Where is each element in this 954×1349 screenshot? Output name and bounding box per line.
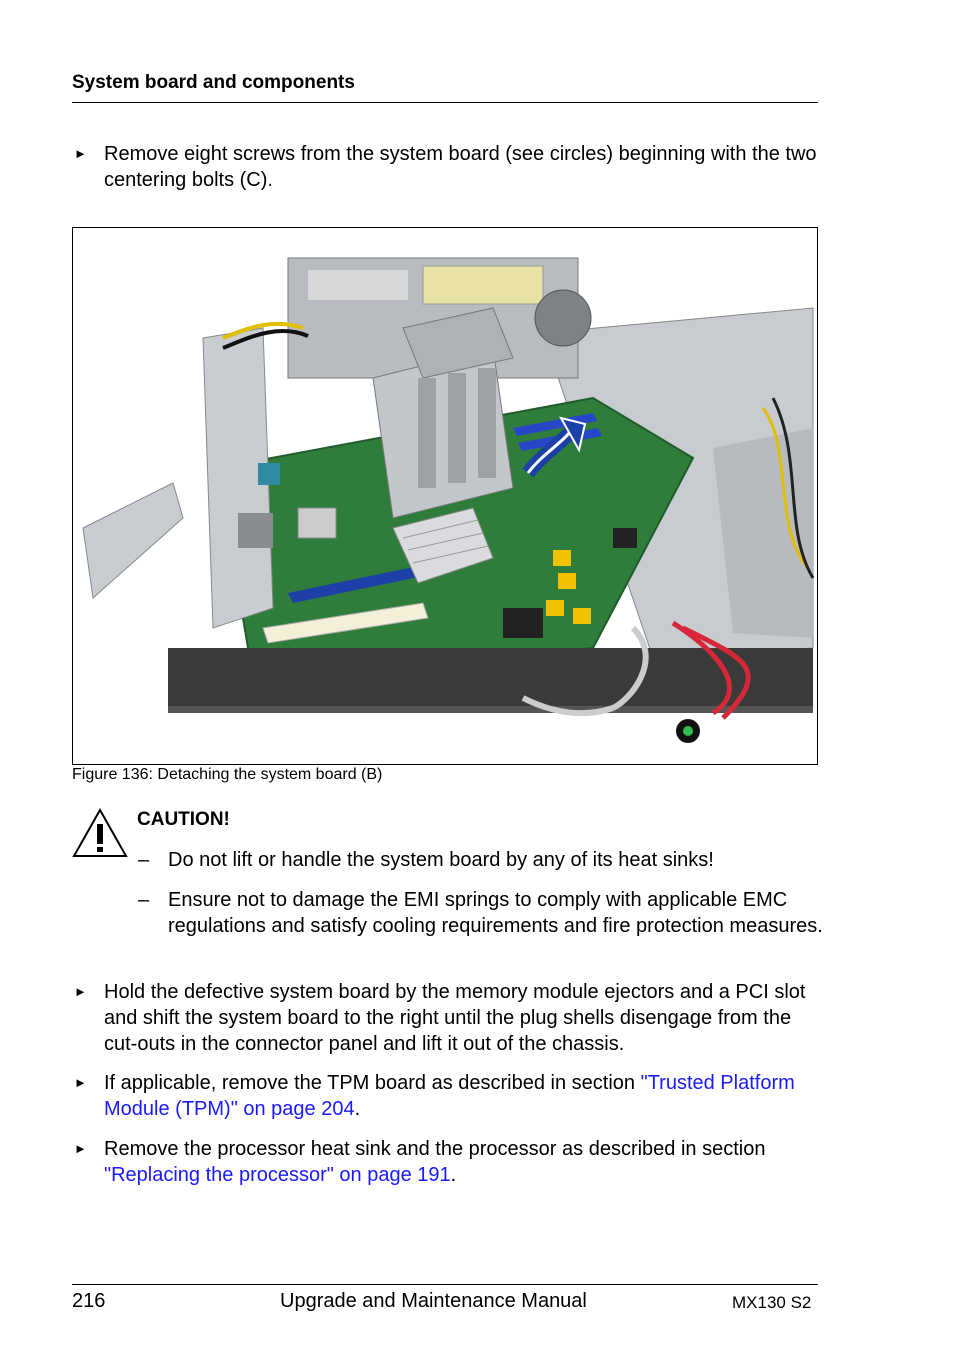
manual-title: Upgrade and Maintenance Manual [280, 1290, 587, 1312]
footer-rule [72, 1284, 818, 1285]
bullet-icon: ► [74, 984, 87, 999]
section-title: System board and components [72, 72, 355, 93]
model-name: MX130 S2 [732, 1293, 812, 1312]
caution-item-2: Ensure not to damage the EMI springs to comply with applicable EMC regulations and satisfy cooling requirements and fire protection measures. [168, 889, 823, 937]
tpm-section-link[interactable]: "Trusted Platform Module (TPM)" on page 204 [104, 1072, 795, 1120]
step-3-text-before: If applicable, remove the TPM board as described in section [104, 1072, 641, 1094]
figure-caption: Figure 136: Detaching the system board (B) [72, 766, 383, 783]
dash-marker: – [138, 849, 150, 871]
page-number: 216 [72, 1290, 106, 1312]
step-4-text-before: Remove the processor heat sink and the processor as described in section [104, 1138, 766, 1160]
step-3-text [104, 1070, 824, 1122]
bullet-icon: ► [74, 1141, 87, 1156]
system-board-illustration [73, 228, 817, 764]
step-3-text-after: . [354, 1098, 361, 1120]
step-4-text-after: . [450, 1164, 457, 1186]
figure-136 [72, 227, 818, 765]
caution-item-1: Do not lift or handle the system board by any of its heat sinks! [168, 849, 714, 871]
dash-marker: – [138, 889, 150, 911]
step-1-text: Remove eight screws from the system board (see circles) beginning with the two centering bolts (C). [104, 143, 817, 191]
caution-title: CAUTION! [137, 809, 230, 830]
bullet-icon: ► [74, 1075, 87, 1090]
warning-triangle-icon [72, 808, 128, 858]
bullet-icon: ► [74, 146, 87, 161]
header-rule [72, 102, 818, 103]
step-4-text [104, 1136, 824, 1188]
step-2-text: Hold the defective system board by the memory module ejectors and a PCI slot and shift the system board to the right until the plug shells disengage from the cut-outs in the connector panel and lift it out of the chassis. [104, 981, 806, 1055]
processor-section-link[interactable]: "Replacing the processor" on page 191 [104, 1164, 451, 1186]
